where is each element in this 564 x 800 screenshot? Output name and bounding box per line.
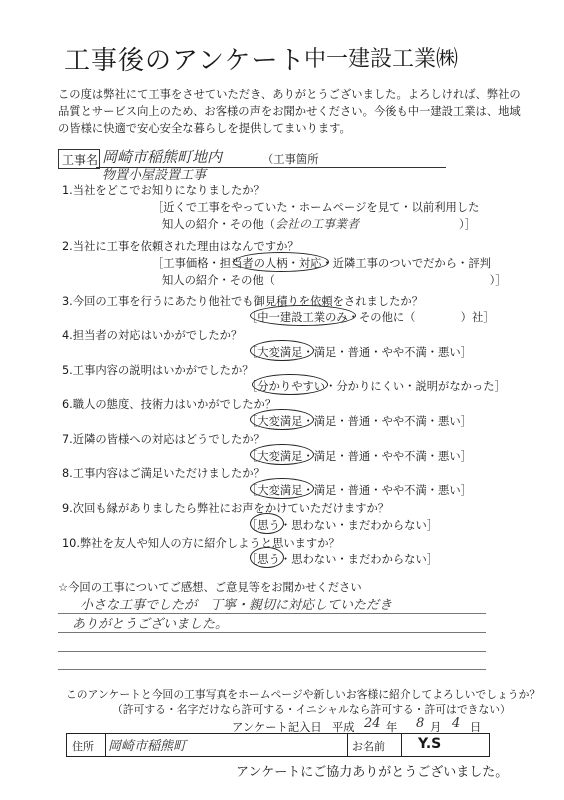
question-10 — [62, 535, 340, 551]
question-3-options: ［中一建設工業のみ・その他に（ ）社］ — [246, 311, 495, 324]
question-3-answer-circle — [250, 305, 356, 326]
name-value: Y.S — [418, 736, 442, 752]
date-year-unit: 年 — [386, 721, 398, 734]
question-4-answer-circle — [250, 340, 314, 361]
question-8 — [62, 465, 265, 481]
question-1-line2-prefix: 知人の紹介・その他（ — [162, 218, 275, 231]
question-3-text: 今回の工事を行うにあたり他社でも御見積りを依頼をされましたか？ — [72, 295, 423, 308]
question-6-number: 6. — [62, 398, 73, 411]
question-1-handwritten-answer: 会社の工事業者 — [274, 217, 359, 231]
work-name-label-box — [58, 149, 100, 169]
question-7-number: 7. — [62, 433, 73, 446]
question-5 — [62, 362, 254, 378]
question-9-options: ［思う・思わない・まだわからない］ — [246, 519, 439, 532]
name-label: お名前 — [352, 740, 385, 753]
question-2-options-line2: 知人の紹介・その他（ ）］ — [162, 274, 507, 287]
question-2-number: 2. — [62, 240, 73, 253]
question-7-answer-circle — [250, 444, 314, 465]
question-7-options: ［大変満足・満足・普通・やや不満・悪い］ — [246, 450, 472, 463]
question-9-text: 次回も縁がありましたら弊社にお声をかけていただけますか？ — [72, 502, 390, 515]
intro-text: この度は弊社にて工事をさせていただき、ありがとうございました。よろしければ、弊社の品質とサービス向上のため、お客様の声をお聞かせください。今後も中一建設工業は、地域の皆様に快適で安心安全な暮らしを提供してまいります。 — [58, 88, 521, 135]
question-10-answer-circle — [250, 547, 284, 568]
question-1-options-line2 — [162, 215, 476, 232]
comment-line-3 — [58, 651, 486, 652]
question-10-number: 10. — [62, 537, 80, 550]
question-6-answer-circle — [250, 409, 314, 430]
question-1-number: 1. — [62, 184, 73, 197]
date-era: 平成 — [332, 721, 355, 734]
question-5-text: 工事内容の説明はいかがでしたか？ — [72, 364, 254, 377]
question-8-options: ［大変満足・満足・普通・やや不満・悪い］ — [246, 484, 472, 497]
question-8-number: 8. — [62, 467, 73, 480]
consent-options: （許可する・名字だけなら許可する・イニシャルなら許可する・許可はできない） — [112, 703, 511, 716]
question-4-text: 担当者の対応はいかがでしたか？ — [72, 329, 243, 342]
comments-handwritten-line-2: ありがとうございました。 — [72, 617, 229, 632]
comment-line-2 — [58, 632, 486, 633]
question-1-text: 当社をどこでお知りになりましたか？ — [72, 184, 265, 197]
page-title: 工事後のアンケート — [64, 46, 306, 76]
date-month-unit: 月 — [430, 721, 442, 734]
date-label: アンケート記入日 — [232, 721, 322, 734]
question-8-answer-circle — [250, 478, 314, 499]
date-day-unit: 日 — [470, 721, 482, 734]
comment-line-4 — [58, 669, 486, 670]
address-label: 住所 — [72, 740, 94, 753]
question-1-options-line1: ［近くで工事をやっていた・ホームページを見て・以前利用した — [152, 201, 480, 214]
question-5-answer-circle — [252, 374, 328, 395]
question-5-options: ［分かりやすい・分かりにくい・説明がなかった］ — [246, 380, 506, 393]
question-6 — [62, 396, 276, 412]
question-2-options-line1: ［工事価格・担当者の人柄・対応・近隣工事のついでだから・評判 — [152, 257, 491, 270]
question-2-answer-circle — [233, 252, 329, 272]
work-name-label: 工事名 — [62, 153, 99, 167]
question-10-text: 弊社を友人や知人の方に紹介しようと思いますか？ — [79, 537, 340, 550]
question-5-number: 5. — [62, 364, 73, 377]
question-3-number: 3. — [62, 295, 73, 308]
question-4 — [62, 327, 242, 343]
question-8-text: 工事内容はご満足いただけましたか？ — [72, 467, 265, 480]
address-value: 岡崎市稲熊町 — [108, 739, 187, 754]
work-location-label: （工事箇所 — [262, 153, 319, 166]
question-9 — [62, 500, 389, 516]
question-1-line2-suffix: ）］ — [459, 218, 476, 231]
question-6-options: ［大変満足・満足・普通・やや不満・悪い］ — [246, 415, 472, 428]
question-10-options: ［思う・思わない・まだわからない］ — [246, 553, 439, 566]
closing-message: アンケートにご協力ありがとうございました。 — [236, 765, 509, 780]
company-name: 中一建設工業㈱ — [304, 47, 459, 72]
handwritten-work-location: 岡崎市稲熊町地内 — [102, 148, 223, 166]
question-7-text: 近隣の皆様への対応はどうでしたか？ — [72, 433, 265, 446]
comments-prompt: ☆今回の工事についてご感想、ご意見等をお聞かせください — [58, 581, 362, 594]
consent-question: このアンケートと今回の工事写真をホームページや新しいお客様に紹介してよろしいでしょうか？ — [66, 688, 541, 701]
date-year: 24 — [364, 716, 381, 731]
question-1 — [62, 182, 265, 198]
question-7 — [62, 431, 265, 447]
question-4-number: 4. — [62, 329, 73, 342]
handwritten-work-name: 物置小屋設置工事 — [102, 168, 207, 183]
date-day: 4 — [452, 716, 461, 731]
question-3 — [62, 293, 423, 309]
question-9-number: 9. — [62, 502, 73, 515]
question-4-options: ［大変満足・満足・普通・やや不満・悪い］ — [246, 346, 472, 359]
question-2-text: 当社に工事を依頼された理由はなんですか？ — [72, 240, 299, 253]
comments-handwritten-line-1: 小さな工事でしたが 丁寧・親切に対応していただき — [80, 598, 393, 613]
date-month: 8 — [416, 716, 425, 731]
question-6-text: 職人の態度、技術力はいかがでしたか？ — [72, 398, 277, 411]
question-2 — [62, 238, 299, 254]
question-9-answer-circle — [250, 513, 284, 534]
